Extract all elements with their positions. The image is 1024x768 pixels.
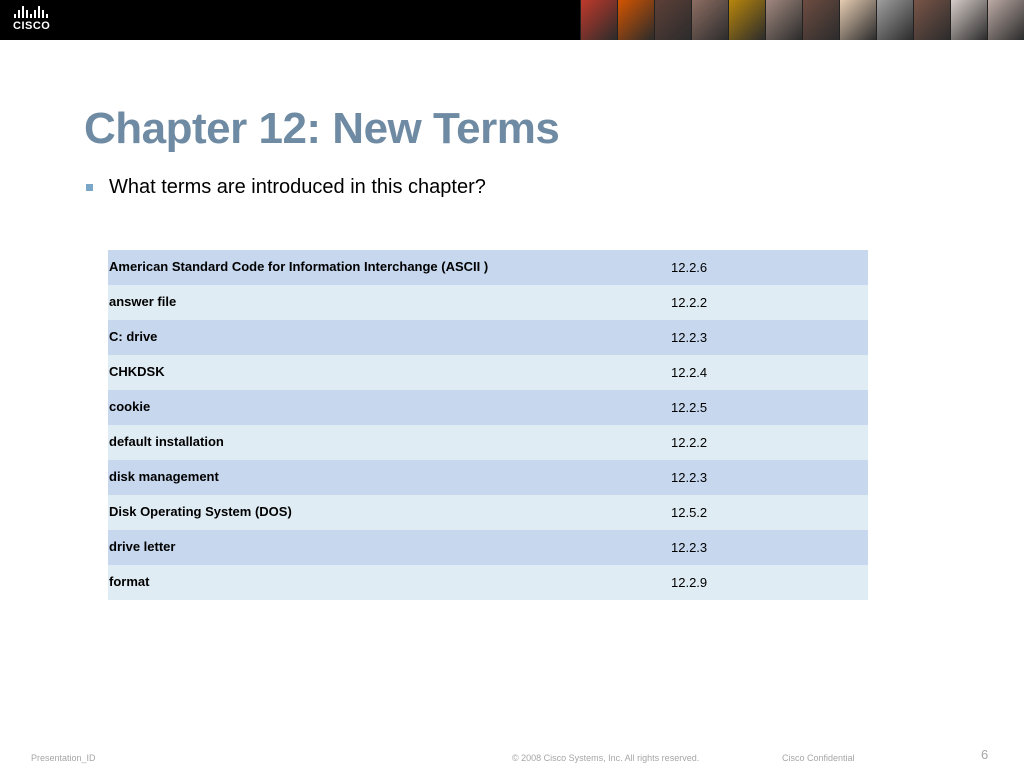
header-photo — [580, 0, 617, 40]
header-photo — [654, 0, 691, 40]
term-cell: default installation — [109, 434, 224, 449]
header-photo — [617, 0, 654, 40]
section-cell: 12.2.3 — [671, 540, 708, 555]
cisco-logo-text: CISCO — [13, 20, 51, 32]
term-cell: drive letter — [109, 539, 176, 554]
table-row — [108, 530, 868, 565]
header-photo — [728, 0, 765, 40]
header-photo — [839, 0, 876, 40]
header-photo — [950, 0, 987, 40]
section-cell: 12.2.3 — [671, 330, 708, 345]
footer-copyright: © 2008 Cisco Systems, Inc. All rights reserved. — [512, 753, 700, 763]
term-cell: cookie — [109, 399, 151, 414]
table-row — [108, 285, 868, 320]
cisco-logo — [13, 6, 57, 34]
section-cell: 12.2.4 — [671, 365, 708, 380]
terms-table — [108, 250, 868, 600]
section-cell: 12.2.2 — [671, 435, 708, 450]
header-photo — [691, 0, 728, 40]
term-cell: CHKDSK — [109, 364, 165, 379]
term-cell: Disk Operating System (DOS) — [109, 504, 292, 519]
section-cell: 12.2.5 — [671, 400, 708, 415]
table-row — [108, 250, 868, 285]
header-photo — [765, 0, 802, 40]
table-row — [108, 565, 868, 600]
term-cell: disk management — [109, 469, 219, 484]
section-cell: 12.2.9 — [671, 575, 708, 590]
header-photo — [876, 0, 913, 40]
bullet-item — [86, 176, 486, 199]
term-cell: answer file — [109, 294, 177, 309]
footer-confidential: Cisco Confidential — [782, 753, 855, 763]
header-photo — [802, 0, 839, 40]
bullet-square-icon — [86, 184, 93, 191]
page-number: 6 — [981, 747, 989, 762]
header-bar — [0, 0, 1024, 40]
header-photo-strip — [580, 0, 1024, 40]
term-cell: American Standard Code for Information Interchange (ASCII ) — [109, 259, 489, 274]
section-cell: 12.2.6 — [671, 260, 708, 275]
table-row — [108, 495, 868, 530]
slide-title: Chapter 12: New Terms — [84, 104, 560, 153]
section-cell: 12.2.2 — [671, 295, 708, 310]
bullet-text: What terms are introduced in this chapter? — [109, 176, 486, 198]
footer-presentation-id: Presentation_ID — [31, 753, 96, 763]
table-row — [108, 320, 868, 355]
table-row — [108, 355, 868, 390]
table-row — [108, 390, 868, 425]
header-photo — [987, 0, 1024, 40]
section-cell: 12.5.2 — [671, 505, 708, 520]
table-row — [108, 460, 868, 495]
section-cell: 12.2.3 — [671, 470, 708, 485]
cisco-logo-bars-icon — [14, 6, 57, 18]
term-cell: format — [109, 574, 150, 589]
term-cell: C: drive — [109, 329, 158, 344]
table-row — [108, 425, 868, 460]
header-photo — [913, 0, 950, 40]
